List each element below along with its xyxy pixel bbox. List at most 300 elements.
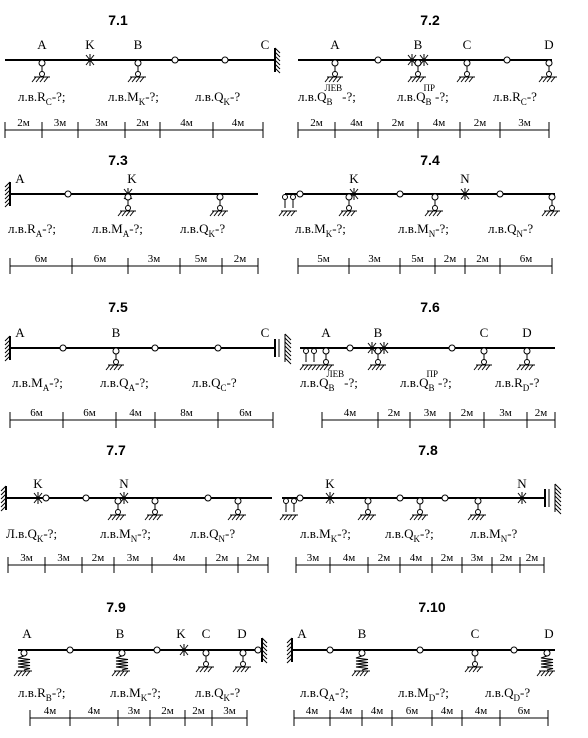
dimension-chain [298, 117, 549, 138]
problem-title: 7.6 [420, 299, 440, 315]
point-label: K [325, 476, 335, 491]
problem-7-5 [5, 299, 291, 428]
dimension-label: 3м [423, 407, 437, 419]
task-quantity: л.в.Q [488, 221, 517, 236]
hatch [14, 671, 18, 676]
task-quantity: л.в.M [108, 89, 139, 104]
pin-support [228, 498, 246, 520]
pin [473, 662, 478, 667]
point-label: D [237, 626, 247, 641]
pin [549, 194, 555, 200]
pin [464, 60, 470, 66]
hatch [478, 365, 482, 370]
dimension-label: 2м [192, 705, 205, 717]
point-label: A [321, 325, 331, 340]
hatch [157, 515, 161, 520]
hatch [288, 515, 292, 520]
pin [432, 194, 438, 200]
hatch [410, 515, 414, 520]
hinge [327, 647, 333, 653]
influence-line-task [6, 526, 57, 544]
dimension-label: 6м [519, 253, 533, 265]
dimension-label: 4м [350, 117, 363, 129]
hatch [140, 77, 144, 82]
influence-line-task [108, 89, 159, 107]
influence-line-task [110, 685, 161, 703]
pin [472, 650, 478, 656]
hatch [300, 365, 304, 370]
task-quantity: л.в.R [493, 89, 521, 104]
hatch [200, 667, 204, 672]
task-subscript: B [328, 383, 335, 393]
pin-support [32, 60, 50, 82]
dimension-label: 2м [499, 552, 513, 564]
problem-7-7 [1, 442, 272, 573]
hinge [397, 191, 403, 197]
pin-support [325, 60, 343, 82]
pin [365, 498, 371, 504]
point-label: B [133, 37, 143, 52]
hatch [32, 77, 36, 82]
hinge [205, 495, 211, 501]
point-label: K [176, 626, 186, 641]
problem-title: 7.10 [418, 599, 446, 615]
task-suffix: -?; [147, 685, 161, 700]
spring [116, 656, 128, 670]
point-label: N [460, 171, 470, 186]
task-quantity: Л.в.Q [6, 526, 37, 541]
task-quantity: л.в.M [92, 221, 123, 236]
hatch [316, 365, 320, 370]
pin [418, 510, 423, 515]
hatch [308, 365, 312, 370]
task-quantity: л.в.Q [195, 89, 224, 104]
task-suffix: -? [230, 89, 241, 104]
hatch [236, 515, 240, 520]
hinge [297, 495, 303, 501]
dimension-label: 6м [239, 407, 252, 419]
task-suffix: -? [230, 685, 241, 700]
hatch [412, 77, 416, 82]
hatch [542, 211, 546, 216]
hatch [114, 365, 118, 370]
hatch [525, 365, 529, 370]
pin [236, 510, 241, 515]
dimension-chain [8, 552, 268, 573]
pin-support [465, 650, 483, 672]
point-label: D [544, 626, 554, 641]
dimension-label: 2м [525, 552, 539, 564]
dimension-label: 2м [91, 552, 105, 564]
dimension-label: 4м [87, 705, 101, 717]
task-subscript: A [35, 229, 43, 239]
point-label: A [37, 37, 47, 52]
hatch [472, 515, 476, 520]
problem-7-2 [298, 12, 557, 138]
task-subscript: N [218, 534, 226, 544]
dimension-chain [298, 253, 552, 274]
task-suffix: -?; [335, 685, 349, 700]
dimension-label: 4м [474, 705, 488, 717]
hatch [130, 211, 134, 216]
hatch [333, 77, 337, 82]
fixed-wall-left [287, 638, 292, 663]
task-subscript: K [330, 534, 338, 544]
point-label: N [119, 476, 129, 491]
pin [135, 60, 141, 66]
task-subscript: A [328, 693, 336, 703]
task-subscript: K [208, 229, 216, 239]
hinge [154, 647, 160, 653]
hatch [465, 667, 469, 672]
hatch [210, 211, 214, 216]
hatch [214, 211, 218, 216]
hatch [312, 365, 316, 370]
hatch [468, 515, 472, 520]
task-quantity: л.в.Q [485, 685, 514, 700]
dimension-chain [322, 407, 555, 428]
task-superscript: ПР [426, 369, 439, 379]
hatch [416, 77, 420, 82]
hatch [26, 671, 30, 676]
hatch [124, 671, 128, 676]
hatch [476, 515, 480, 520]
hatch [362, 515, 366, 520]
task-subscript: D [522, 383, 530, 393]
hatch [284, 515, 288, 520]
hatch [112, 515, 116, 520]
sliding-clamp-left [280, 498, 298, 520]
dimension-label: 2м [476, 253, 489, 265]
dimension-label: 4м [343, 407, 357, 419]
pin-support [145, 498, 163, 520]
hatch [418, 515, 422, 520]
task-suffix: -?; [129, 221, 143, 236]
dimension-label: 4м [432, 117, 446, 129]
hatch [283, 211, 287, 216]
hinge [67, 647, 73, 653]
hinge [347, 345, 353, 351]
problem-7-9 [14, 599, 267, 726]
point-label: C [479, 325, 489, 340]
hatch [358, 515, 362, 520]
hinge [417, 647, 423, 653]
hatch [108, 515, 112, 520]
pin [21, 650, 27, 656]
hatch [287, 211, 291, 216]
task-suffix: -?; [435, 221, 449, 236]
task-quantity: л.в.Q [195, 685, 224, 700]
point-label: N [517, 476, 527, 491]
problem-title: 7.5 [108, 299, 128, 315]
influence-line-task [300, 369, 358, 393]
spring-support [112, 650, 130, 676]
pin-support [368, 348, 386, 370]
problem-7-3 [5, 152, 258, 274]
influence-line-task [397, 83, 449, 107]
hatch [368, 365, 372, 370]
hatch [118, 365, 122, 370]
task-suffix: -?; [137, 526, 151, 541]
dimension-label: 4м [339, 705, 353, 717]
hatch [351, 211, 355, 216]
hatch [343, 211, 347, 216]
pin-support [358, 498, 376, 520]
dimension-label: 2м [233, 253, 247, 265]
hatch [112, 671, 116, 676]
dimension-label: 4м [231, 117, 245, 129]
dimension-label: 2м [17, 117, 30, 129]
hatch [360, 671, 364, 676]
hatch [18, 671, 22, 676]
task-subscript: A [128, 383, 136, 393]
task-subscript: K [36, 534, 44, 544]
pin-support [128, 60, 146, 82]
task-suffix: -? [529, 375, 540, 390]
dimension-label: 3м [518, 117, 531, 129]
influence-line-task [18, 89, 66, 107]
point-label: A [297, 626, 307, 641]
dimension-label: 3м [368, 253, 381, 265]
pin [323, 348, 329, 354]
dimension-label: 2м [377, 552, 391, 564]
hatch [232, 515, 236, 520]
dimension-label: 2м [460, 407, 474, 419]
problem-title: 7.2 [420, 12, 440, 28]
hatch [240, 515, 244, 520]
pin [136, 72, 141, 77]
hatch [337, 77, 341, 82]
task-subscript: D [428, 693, 436, 703]
task-subscript: B [425, 97, 432, 107]
dimension-label: 6м [517, 705, 531, 717]
task-subscript: K [140, 693, 148, 703]
dimension-label: 4м [305, 705, 319, 717]
dimension-label: 6м [30, 407, 43, 419]
dimension-label: 2м [440, 552, 454, 564]
pin [153, 510, 158, 515]
point-label: C [260, 325, 270, 340]
pin [524, 348, 530, 354]
dimension-label: 2м [443, 253, 457, 265]
pin-support [196, 650, 214, 672]
dimension-chain [5, 117, 263, 138]
task-suffix: -?; [435, 685, 449, 700]
hatch [457, 77, 461, 82]
point-label: B [357, 626, 367, 641]
pin [550, 206, 555, 211]
pin-support [106, 348, 124, 370]
task-subscript: C [45, 97, 52, 107]
point-label: B [111, 325, 121, 340]
problem-7-10 [287, 599, 555, 726]
hatch [222, 211, 226, 216]
point-label: C [201, 626, 211, 641]
hatch [356, 671, 360, 676]
pin [283, 195, 288, 200]
pin [125, 194, 131, 200]
task-quantity: л.в.M [398, 685, 429, 700]
hatch [521, 365, 525, 370]
task-subscript: B [326, 97, 333, 107]
pin [113, 348, 119, 354]
task-quantity: л.в.M [398, 221, 429, 236]
dimension-label: 3м [470, 552, 484, 564]
spring [356, 656, 368, 670]
task-subscript: N [500, 534, 508, 544]
pin [544, 650, 550, 656]
dimension-label: 4м [129, 407, 142, 419]
pin [204, 662, 209, 667]
hatch [233, 667, 237, 672]
pin [416, 72, 421, 77]
dimension-chain [294, 705, 548, 726]
hatch [44, 77, 48, 82]
hinge [43, 495, 49, 501]
hatch [118, 211, 122, 216]
task-quantity: л.в.Q [192, 375, 221, 390]
dimension-label: 6м [405, 705, 419, 717]
task-subscript: K [413, 534, 421, 544]
task-suffix: -? [225, 526, 236, 541]
pin [481, 348, 487, 354]
hatch [153, 515, 157, 520]
task-suffix: -?; [332, 221, 346, 236]
hatch [380, 365, 384, 370]
hatch [473, 667, 477, 672]
hatch [128, 77, 132, 82]
hatch [208, 667, 212, 672]
hatch [529, 365, 533, 370]
fixed-wall-right [262, 638, 267, 663]
pin [465, 72, 470, 77]
pin-support [542, 194, 560, 216]
hinge [375, 57, 381, 63]
task-suffix: -?; [51, 89, 66, 104]
pin [417, 498, 423, 504]
task-suffix: -?; [42, 221, 57, 236]
pin-support [425, 194, 443, 216]
influence-line-task [488, 221, 533, 239]
hatch [486, 365, 490, 370]
dimension-label: 6м [93, 253, 107, 265]
task-quantity: л.в.Q [397, 89, 426, 104]
pin [482, 360, 487, 365]
pin [312, 349, 317, 354]
dimension-label: 2м [391, 117, 405, 129]
problem-title: 7.4 [420, 152, 440, 168]
pin [476, 510, 481, 515]
dimension-label: 3м [53, 117, 67, 129]
hinge [172, 57, 178, 63]
influence-line-task [398, 685, 449, 703]
hatch [241, 667, 245, 672]
point-label: A [22, 626, 32, 641]
problem-7-4 [279, 152, 560, 274]
dimension-label: 3м [57, 552, 70, 564]
task-quantity: л.в.M [470, 526, 501, 541]
task-suffix: -? [215, 221, 226, 236]
point-label: B [413, 37, 423, 52]
pin [291, 195, 296, 200]
task-quantity: л.в.M [110, 685, 141, 700]
hatch [329, 77, 333, 82]
pin [366, 510, 371, 515]
pin [284, 499, 289, 504]
hatch [364, 671, 368, 676]
point-label: K [33, 476, 43, 491]
influence-line-task [192, 375, 237, 393]
hatch [145, 515, 149, 520]
task-subscript: N [130, 534, 138, 544]
hatch [218, 211, 222, 216]
hatch [280, 515, 284, 520]
dimension-label: 3м [20, 552, 33, 564]
influence-line-task [195, 685, 240, 703]
fixed-wall-left [1, 486, 6, 511]
task-quantity: л.в.M [295, 221, 326, 236]
hatch [429, 211, 433, 216]
task-quantity: л.в.R [8, 221, 36, 236]
hatch [106, 365, 110, 370]
task-suffix: -?; [337, 526, 351, 541]
hinge [511, 647, 517, 653]
pin [546, 60, 552, 66]
hatch [546, 211, 550, 216]
hinge [60, 345, 66, 351]
hatch [437, 211, 441, 216]
dimension-chain [10, 407, 273, 428]
hatch [237, 667, 241, 672]
hatch [414, 515, 418, 520]
point-label: B [115, 626, 125, 641]
dimension-label: 5м [194, 253, 208, 265]
hatch [372, 365, 376, 370]
task-suffix: -? [226, 375, 237, 390]
influence-line-task [495, 375, 540, 393]
dimension-label: 2м [534, 407, 548, 419]
hatch [291, 211, 295, 216]
pin [333, 72, 338, 77]
influence-line-task [100, 375, 149, 393]
spring-support [537, 650, 555, 676]
task-quantity: л.в.Q [300, 685, 329, 700]
pin-support [233, 650, 251, 672]
point-label: C [462, 37, 472, 52]
pin-support [468, 498, 486, 520]
pin [241, 662, 246, 667]
pin [324, 360, 329, 365]
influence-line-task [385, 526, 434, 544]
point-label: C [470, 626, 480, 641]
task-suffix: -? [526, 89, 537, 104]
pin [547, 72, 552, 77]
hatch [480, 515, 484, 520]
point-label: D [544, 37, 554, 52]
hatch [196, 667, 200, 672]
hatch [545, 671, 549, 676]
dimension-label: 4м [440, 705, 454, 717]
task-superscript: ЛЕВ [324, 83, 343, 93]
influence-line-task [300, 526, 351, 544]
dimension-label: 3м [127, 705, 141, 717]
pin [415, 60, 421, 66]
task-suffix: -?; [438, 375, 452, 390]
task-suffix: -?; [435, 89, 449, 104]
task-quantity: л.в.Q [400, 375, 429, 390]
hatch [551, 77, 555, 82]
hatch [477, 667, 481, 672]
